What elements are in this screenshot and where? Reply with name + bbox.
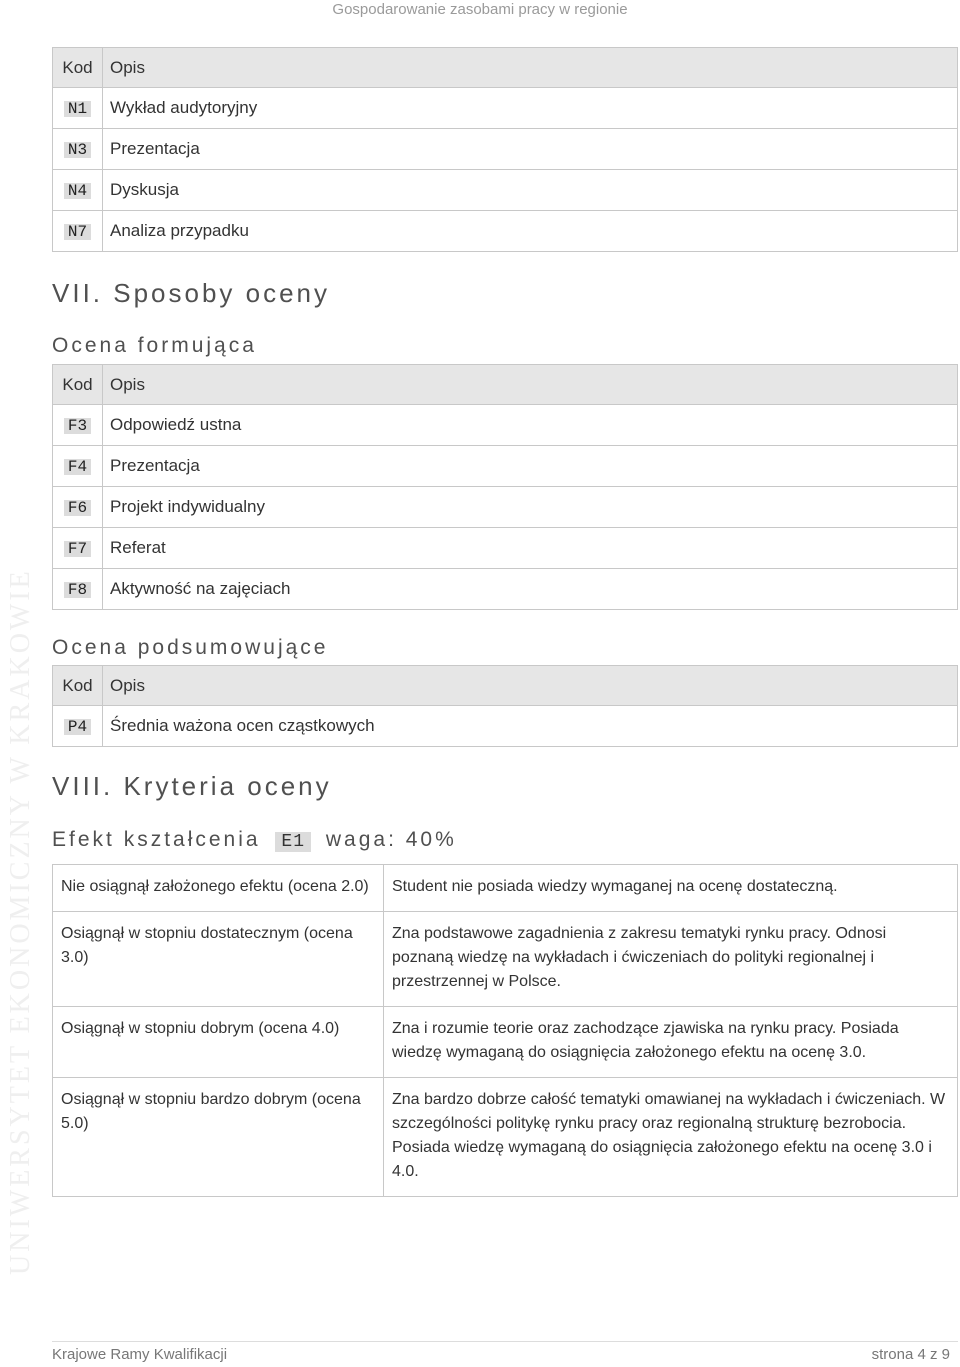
grade-description: Student nie posiada wiedzy wymaganej na ocenę dostateczną. <box>384 865 958 912</box>
assessment-description: Projekt indywidualny <box>103 487 958 528</box>
table-row <box>53 569 958 610</box>
learning-effect-label: Efekt kształcenia <box>52 828 261 851</box>
column-header-kod: Kod <box>53 48 103 88</box>
assessment-code: F7 <box>64 541 91 557</box>
table-row <box>53 170 958 211</box>
grade-label: Nie osiągnął założonego efektu (ocena 2.0) <box>53 865 384 912</box>
assessment-description: Referat <box>103 528 958 569</box>
grade-description: Zna i rozumie teorie oraz zachodzące zjawiska na rynku pracy. Posiada wiedzę wymaganą do osiągnięcia założonego efektu na ocenę 3.0. <box>384 1007 958 1078</box>
method-description: Wykład audytoryjny <box>103 88 958 129</box>
assessment-code: F8 <box>64 582 91 598</box>
assessment-code: P4 <box>64 719 91 735</box>
table-row <box>53 211 958 252</box>
method-description: Analiza przypadku <box>103 211 958 252</box>
method-code: N7 <box>64 224 91 240</box>
method-code: N1 <box>64 101 91 117</box>
table-row <box>53 1007 958 1078</box>
table-header-row <box>53 48 958 88</box>
page-header-title: Gospodarowanie zasobami pracy w regionie <box>332 1 628 18</box>
column-header-opis: Opis <box>103 365 958 405</box>
assessment-description: Odpowiedź ustna <box>103 405 958 446</box>
column-header-opis: Opis <box>103 666 958 706</box>
assessment-code: F4 <box>64 459 91 475</box>
method-description: Dyskusja <box>103 170 958 211</box>
table-row <box>53 865 958 912</box>
table-row <box>53 405 958 446</box>
criteria-table <box>52 864 958 1197</box>
table-row <box>53 1078 958 1197</box>
footer-left-text: Krajowe Ramy Kwalifikacji <box>52 1346 228 1363</box>
assessment-description: Średnia ważona ocen cząstkowych <box>103 706 958 747</box>
learning-effect-weight: waga: 40% <box>325 828 457 851</box>
learning-effect-code: E1 <box>275 832 311 852</box>
section-title-criteria: VIII. Kryteria oceny <box>52 771 332 801</box>
table-row <box>53 706 958 747</box>
table-header-row <box>53 666 958 706</box>
learning-effect-line <box>52 828 457 852</box>
footer-divider <box>52 1341 958 1342</box>
column-header-opis: Opis <box>103 48 958 88</box>
table-header-row <box>53 365 958 405</box>
grade-description: Zna bardzo dobrze całość tematyki omawianej na wykładach i ćwiczeniach. W szczególności politykę rynku pracy oraz regionalną strukturę bezrobocia. Posiada wiedzę wymaganą do osiągnięcia założonego efektu na ocenę 3.0 i 4.0. <box>384 1078 958 1197</box>
grade-label: Osiągnął w stopniu dostatecznym (ocena 3.0) <box>53 912 384 1007</box>
assessment-code: F6 <box>64 500 91 516</box>
table-row <box>53 912 958 1007</box>
formative-table <box>52 364 958 610</box>
formative-assessment-title: Ocena formująca <box>52 334 257 357</box>
summative-table <box>52 665 958 747</box>
assessment-description: Prezentacja <box>103 446 958 487</box>
methods-table <box>52 47 958 252</box>
assessment-description: Aktywność na zajęciach <box>103 569 958 610</box>
page-number: strona 4 z 9 <box>871 1346 950 1363</box>
table-row <box>53 88 958 129</box>
summative-assessment-title: Ocena podsumowujące <box>52 636 329 659</box>
table-row <box>53 528 958 569</box>
table-row <box>53 487 958 528</box>
assessment-code: F3 <box>64 418 91 434</box>
university-watermark: UNIWERSYTET EKONOMICZNY W KRAKOWIE <box>5 568 36 1275</box>
table-row <box>53 129 958 170</box>
method-description: Prezentacja <box>103 129 958 170</box>
column-header-kod: Kod <box>53 666 103 706</box>
table-row <box>53 446 958 487</box>
grade-label: Osiągnął w stopniu dobrym (ocena 4.0) <box>53 1007 384 1078</box>
column-header-kod: Kod <box>53 365 103 405</box>
section-title-assessment-methods: VII. Sposoby oceny <box>52 278 331 308</box>
grade-description: Zna podstawowe zagadnienia z zakresu tematyki rynku pracy. Odnosi poznaną wiedzę na wykładach i ćwiczeniach do polityki regionalnej i przestrzennej w Polsce. <box>384 912 958 1007</box>
method-code: N4 <box>64 183 91 199</box>
method-code: N3 <box>64 142 91 158</box>
grade-label: Osiągnął w stopniu bardzo dobrym (ocena 5.0) <box>53 1078 384 1197</box>
